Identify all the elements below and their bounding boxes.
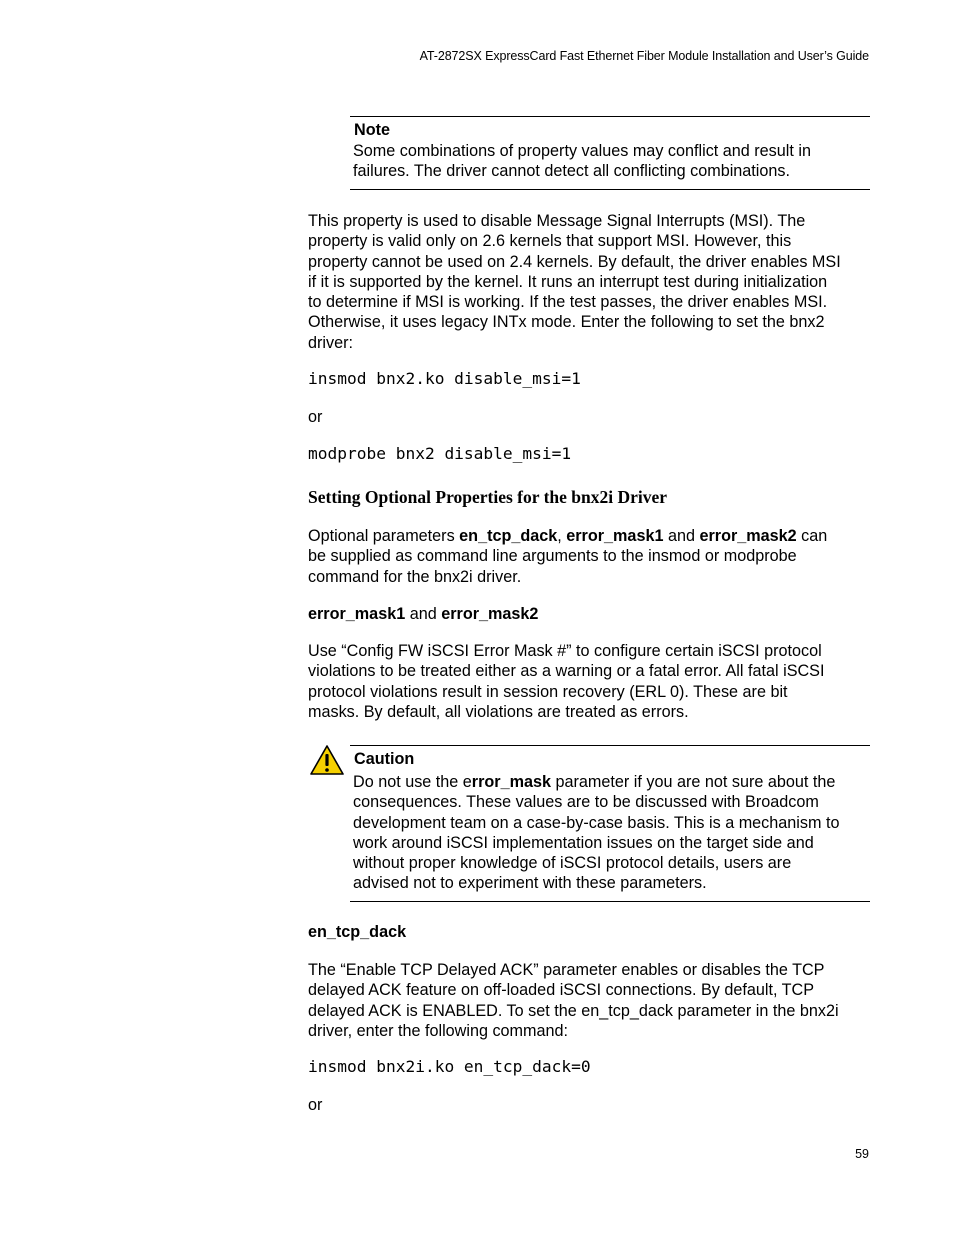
param-name: error_mask2: [441, 605, 539, 623]
note-label: Note: [354, 121, 390, 139]
text-line: The “Enable TCP Delayed ACK” parameter enables or disables the TCP: [308, 961, 825, 979]
note-top-rule: [350, 116, 870, 117]
error-mask-paragraph: [308, 641, 824, 722]
param-name: rror_mask: [471, 773, 551, 791]
text-run: parameter if you are not sure about the: [551, 773, 836, 791]
caution-label: Caution: [354, 750, 415, 768]
text-line: to determine if MSI is working. If the test passes, the driver enables MSI.: [308, 293, 828, 312]
text-line: Otherwise, it uses legacy INTx mode. Enter the following to set the bnx2: [308, 313, 825, 332]
tcp-paragraph: [308, 960, 839, 1041]
text-line: be supplied as command line arguments to the insmod or modprobe: [308, 547, 797, 566]
caution-bottom-rule: [350, 901, 870, 902]
text-run: ,: [557, 527, 567, 545]
text-line: [308, 526, 827, 546]
param-name: error_mask1: [308, 605, 406, 623]
text-line: delayed ACK feature on off-loaded iSCSI connections. By default, TCP: [308, 981, 815, 1000]
param-name: en_tcp_dack: [459, 527, 558, 545]
text-run: and: [663, 527, 700, 545]
text-line: delayed ACK is ENABLED. To set the en_tcp_dack parameter in the bnx2i: [308, 1001, 839, 1020]
command-insmod-bnx2: insmod bnx2.ko disable_msi=1: [308, 369, 581, 388]
note-line: Some combinations of property values may conflict and result in: [353, 142, 811, 160]
note-bottom-rule: [350, 189, 870, 190]
command-insmod-bnx2i: insmod bnx2i.ko en_tcp_dack=0: [308, 1057, 591, 1076]
text-line: This property is used to disable Message Signal Interrupts (MSI). The: [308, 212, 806, 230]
section-heading: Setting Optional Properties for the bnx2i Driver: [308, 487, 668, 507]
text-line: violations to be treated either as a warning or a fatal error. All fatal iSCSI: [308, 662, 825, 681]
note-line: failures. The driver cannot detect all conflicting combinations.: [353, 162, 790, 180]
or-text: or: [308, 408, 323, 426]
caution-text: [353, 772, 839, 894]
text-run: Optional parameters: [308, 527, 460, 545]
text-line: [353, 772, 839, 792]
param-name: error_mask1: [566, 527, 664, 545]
text-line: masks. By default, all violations are treated as errors.: [308, 702, 689, 721]
page-number: 59: [855, 1147, 869, 1161]
text-line: driver:: [308, 333, 353, 352]
text-line: if it is supported by the kernel. It runs an interrupt test during initialization: [308, 272, 828, 291]
text-line: command for the bnx2i driver.: [308, 567, 522, 586]
text-run: and: [405, 605, 442, 623]
text-line: property cannot be used on 2.4 kernels. By default, the driver enables MSI: [308, 252, 841, 271]
subheading-error-mask: [308, 604, 538, 624]
text-line: consequences. These values are to be discussed with Broadcom: [353, 793, 819, 812]
msi-paragraph: [308, 211, 841, 353]
caution-top-rule: [350, 745, 870, 746]
optional-paragraph: [308, 526, 827, 587]
text-line: driver, enter the following command:: [308, 1021, 569, 1040]
text-line: advised not to experiment with these parameters.: [353, 874, 707, 893]
text-line: property is valid only on 2.6 kernels that support MSI. However, this: [308, 232, 792, 251]
command-modprobe-bnx2: modprobe bnx2 disable_msi=1: [308, 444, 572, 463]
text-run: Do not use the e: [353, 773, 472, 791]
text-line: work around iSCSI implementation issues on the target side and: [353, 833, 814, 852]
subheading-en-tcp-dack: en_tcp_dack: [308, 923, 407, 941]
running-header: AT-2872SX ExpressCard Fast Ethernet Fiber Module Installation and User’s Guide: [419, 49, 869, 63]
text-line: without proper knowledge of iSCSI protocol details, users are: [353, 854, 792, 873]
text-line: development team on a case-by-case basis. This is a mechanism to: [353, 813, 840, 832]
warning-icon: [309, 744, 345, 777]
or-text: or: [308, 1096, 323, 1114]
text-run: can: [796, 527, 828, 545]
text-line: Use “Config FW iSCSI Error Mask #” to configure certain iSCSI protocol: [308, 642, 822, 660]
text-line: protocol violations result in session recovery (ERL 0). These are bit: [308, 682, 788, 701]
param-name: error_mask2: [699, 527, 797, 545]
